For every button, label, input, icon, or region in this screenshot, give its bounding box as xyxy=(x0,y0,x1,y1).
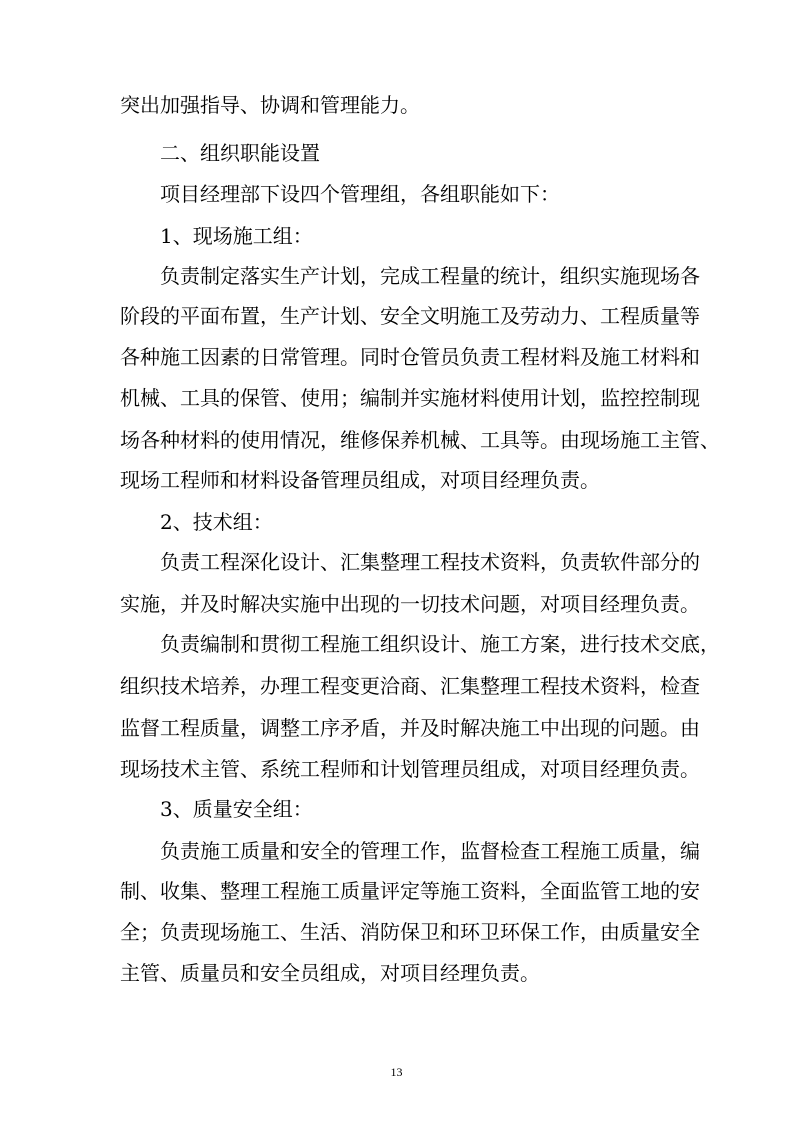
text-line: 项目经理部下设四个管理组，各组职能如下： xyxy=(160,182,560,206)
section-heading: 二、组织职能设置 xyxy=(160,141,320,165)
text-line: 负责制定落实生产计划，完成工程量的统计，组织实施现场各 xyxy=(160,264,700,288)
subsection-heading: 3、质量安全组： xyxy=(160,797,313,821)
text-line: 各种施工因素的日常管理。同时仓管员负责工程材料及施工材料和 xyxy=(120,345,700,369)
text-line: 制、收集、整理工程施工质量评定等施工资料，全面监管工地的安 xyxy=(120,879,700,903)
text-line: 负责施工质量和安全的管理工作，监督检查工程施工质量，编 xyxy=(160,839,700,863)
text-line: 全；负责现场施工、生活、消防保卫和环卫环保工作，由质量安全 xyxy=(120,920,700,944)
text-line: 负责工程深化设计、汇集整理工程技术资料，负责软件部分的 xyxy=(160,550,700,574)
text-line: 阶段的平面布置，生产计划、安全文明施工及劳动力、工程质量等 xyxy=(120,304,700,328)
text-line: 现场工程师和材料设备管理员组成，对项目经理负责。 xyxy=(120,468,600,492)
subsection-heading: 2、技术组： xyxy=(160,510,273,534)
text-line: 负责编制和贯彻工程施工组织设计、施工方案，进行技术交底， xyxy=(160,632,720,656)
text-line: 实施，并及时解决实施中出现的一切技术问题，对项目经理负责。 xyxy=(120,592,700,616)
text-line: 组织技术培养，办理工程变更洽商、汇集整理工程技术资料，检查 xyxy=(120,674,700,698)
text-line: 监督工程质量，调整工序矛盾，并及时解决施工中出现的问题。由 xyxy=(120,716,700,740)
subsection-heading: 1、现场施工组： xyxy=(160,224,313,248)
text-line: 场各种材料的使用情况，维修保养机械、工具等。由现场施工主管、 xyxy=(120,428,720,452)
text-line: 现场技术主管、系统工程师和计划管理员组成，对项目经理负责。 xyxy=(120,757,700,781)
text-line: 机械、工具的保管、使用；编制并实施材料使用计划，监控控制现 xyxy=(120,386,700,410)
text-line: 主管、质量员和安全员组成，对项目经理负责。 xyxy=(120,961,540,985)
text-line: 突出加强指导、协调和管理能力。 xyxy=(120,93,420,117)
page-number: 13 xyxy=(390,1065,403,1079)
